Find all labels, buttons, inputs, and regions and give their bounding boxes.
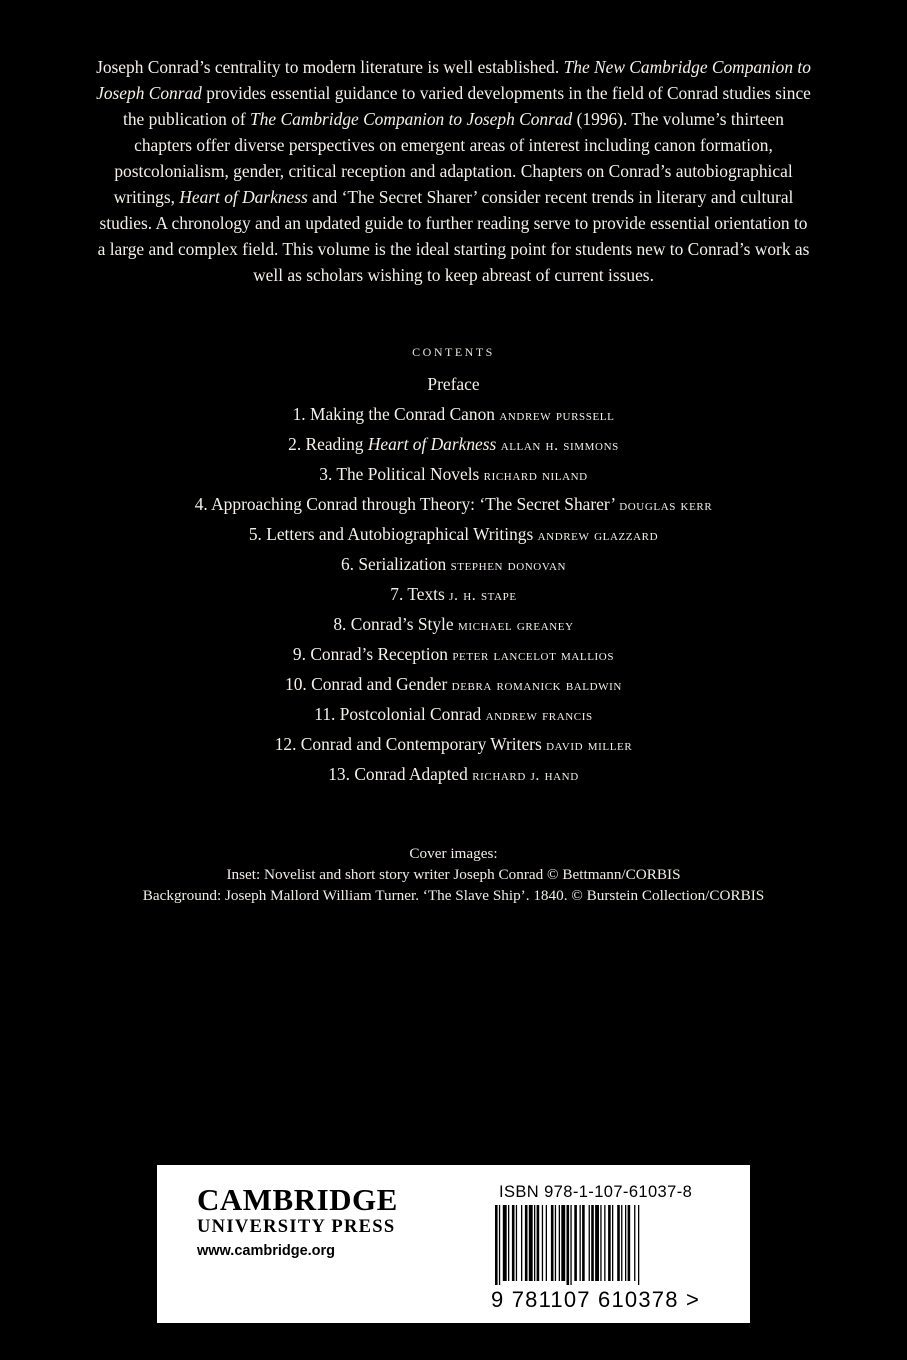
- barcode-bar: [499, 1205, 500, 1285]
- chapter-author: richard j. hand: [472, 767, 579, 784]
- chapter-title: 8. Conrad’s Style: [333, 614, 454, 634]
- chapter-title: 10. Conrad and Gender: [285, 674, 448, 694]
- publisher-url: www.cambridge.org: [197, 1243, 336, 1259]
- barcode-bar: [634, 1205, 635, 1281]
- chapter-title: 6. Serialization: [340, 554, 447, 574]
- barcode-bar: [503, 1205, 507, 1281]
- blurb-title-italic: Heart of Darkness: [179, 187, 308, 207]
- chapter-author: andrew francis: [485, 707, 593, 724]
- barcode-bar: [495, 1205, 498, 1285]
- barcode-bar: [574, 1205, 577, 1281]
- barcode-bar: [555, 1205, 556, 1281]
- chapter-title: 13. Conrad Adapted: [328, 764, 468, 784]
- chapter-author: stephen donovan: [450, 557, 567, 574]
- blurb-title-italic: The New Cambridge Companion to Joseph Conrad: [96, 57, 811, 103]
- contents-chapter: [0, 579, 907, 609]
- chapter-author: andrew purssell: [499, 407, 615, 424]
- barcode-digits: 9 781107 610378 >: [491, 1287, 701, 1312]
- barcode-bar: [567, 1205, 570, 1285]
- chapter-title: 4. Approaching Conrad through Theory: ‘The Secret Sharer’: [194, 494, 615, 514]
- barcode-bar: [580, 1205, 581, 1281]
- chapter-title: 11. Postcolonial Conrad: [314, 704, 482, 724]
- chapter-title: 5. Letters and Autobiographical Writings: [248, 524, 534, 544]
- chapter-title: 3. The Political Novels: [319, 464, 480, 484]
- contents-chapter: [0, 729, 907, 759]
- barcode-bar: [570, 1205, 571, 1285]
- barcode-bar: [608, 1205, 611, 1281]
- isbn-label: ISBN 978-1-107-61037-8: [499, 1183, 693, 1201]
- back-cover-blurb: [96, 54, 811, 288]
- barcode-bar: [537, 1205, 540, 1281]
- chapter-author: douglas kerr: [619, 497, 713, 514]
- contents-list: [0, 369, 907, 789]
- barcode-bar: [589, 1205, 590, 1281]
- chapter-title: 1. Making the Conrad Canon: [292, 404, 495, 424]
- blurb-text: Joseph Conrad’s centrality to modern literature is well established.: [96, 57, 564, 77]
- barcode-bar: [512, 1205, 515, 1281]
- barcode-bar: [521, 1205, 522, 1281]
- barcode-bar: [551, 1205, 554, 1281]
- credits-background: Background: Joseph Mallord William Turner. ‘The Slave Ship’. 1840. © Burstein Collection/CORBIS: [142, 887, 765, 904]
- barcode: [491, 1205, 731, 1285]
- chapter-title: 12. Conrad and Contemporary Writers: [274, 734, 542, 754]
- chapter-title: 2. Reading: [288, 434, 368, 454]
- contents-chapter: [0, 489, 907, 519]
- contents-heading: CONTENTS: [412, 345, 495, 359]
- barcode-bar: [529, 1205, 533, 1281]
- credits-inset: Inset: Novelist and short story writer Joseph Conrad © Bettmann/CORBIS: [226, 866, 681, 883]
- barcode-bar: [561, 1205, 565, 1281]
- barcode-bar: [546, 1205, 547, 1281]
- chapter-author: richard niland: [483, 467, 588, 484]
- publisher-subname: UNIVERSITY PRESS: [197, 1217, 396, 1237]
- barcode-bar: [621, 1205, 622, 1281]
- blurb-text: provides essential guidance to varied developments in the field of Conrad studies since the publication of: [123, 83, 811, 129]
- contents-chapter: [0, 399, 907, 429]
- contents-chapter: [0, 609, 907, 639]
- chapter-author: debra romanick baldwin: [451, 677, 622, 694]
- blurb-text: (1996). The volume’s thirteen chapters offer diverse perspectives on emergent areas of interest including canon formation, postcolonialism, gender, critical reception and adaptation. Chapters on Conrad’s autobiographical writings,: [113, 109, 793, 207]
- chapter-author: j. h. stape: [449, 587, 517, 604]
- barcode-bar: [595, 1205, 599, 1281]
- barcode-bar: [582, 1205, 585, 1281]
- cambridge-logo: [197, 1183, 427, 1259]
- contents-chapter: [0, 429, 907, 459]
- chapter-author: peter lancelot mallios: [452, 647, 615, 664]
- chapter-title-italic: Heart of Darkness: [367, 434, 497, 454]
- barcode-bar: [617, 1205, 620, 1281]
- barcode-bar: [591, 1205, 594, 1281]
- contents-chapter: [0, 459, 907, 489]
- barcode-bar: [559, 1205, 560, 1281]
- blurb-text: and ‘The Secret Sharer’ consider recent trends in literary and cultural studies. A chronology and an updated guide to further reading serve to provide essential orientation to a large and complex field. This volume is the ideal starting point for students new to Conrad’s work as well as scholars wishing to keep abreast of current issues.: [97, 187, 810, 285]
- chapter-author: david miller: [546, 737, 633, 754]
- barcode-bar: [604, 1205, 605, 1281]
- publisher-name: CAMBRIDGE: [197, 1182, 398, 1217]
- credits-heading: Cover images:: [409, 845, 498, 862]
- contents-chapter: [0, 549, 907, 579]
- barcode-bar: [625, 1205, 626, 1281]
- chapter-author: michael greaney: [457, 617, 574, 634]
- chapter-title: 7. Texts: [390, 584, 445, 604]
- blurb-title-italic: The Cambridge Companion to Joseph Conrad: [250, 109, 573, 129]
- chapter-title: 9. Conrad’s Reception: [292, 644, 448, 664]
- contents-chapter: [0, 669, 907, 699]
- barcode-bar: [516, 1205, 517, 1281]
- barcode-bar: [534, 1205, 535, 1281]
- contents-chapter: [0, 519, 907, 549]
- contents-chapter: [0, 759, 907, 789]
- barcode-bar: [525, 1205, 528, 1281]
- cover-credits: [0, 843, 907, 906]
- barcode-bar: [542, 1205, 543, 1281]
- publisher-barcode-panel: [157, 1165, 750, 1323]
- chapter-author: andrew glazzard: [537, 527, 659, 544]
- contents-chapter: [0, 639, 907, 669]
- barcode-bar: [638, 1205, 639, 1285]
- barcode-bar: [612, 1205, 613, 1281]
- contents-chapter: [0, 699, 907, 729]
- barcode-bar: [508, 1205, 509, 1281]
- barcode-bar: [628, 1205, 631, 1281]
- barcode-bar: [600, 1205, 601, 1281]
- chapter-author: allan h. simmons: [500, 437, 619, 454]
- contents-preface: Preface: [427, 374, 480, 394]
